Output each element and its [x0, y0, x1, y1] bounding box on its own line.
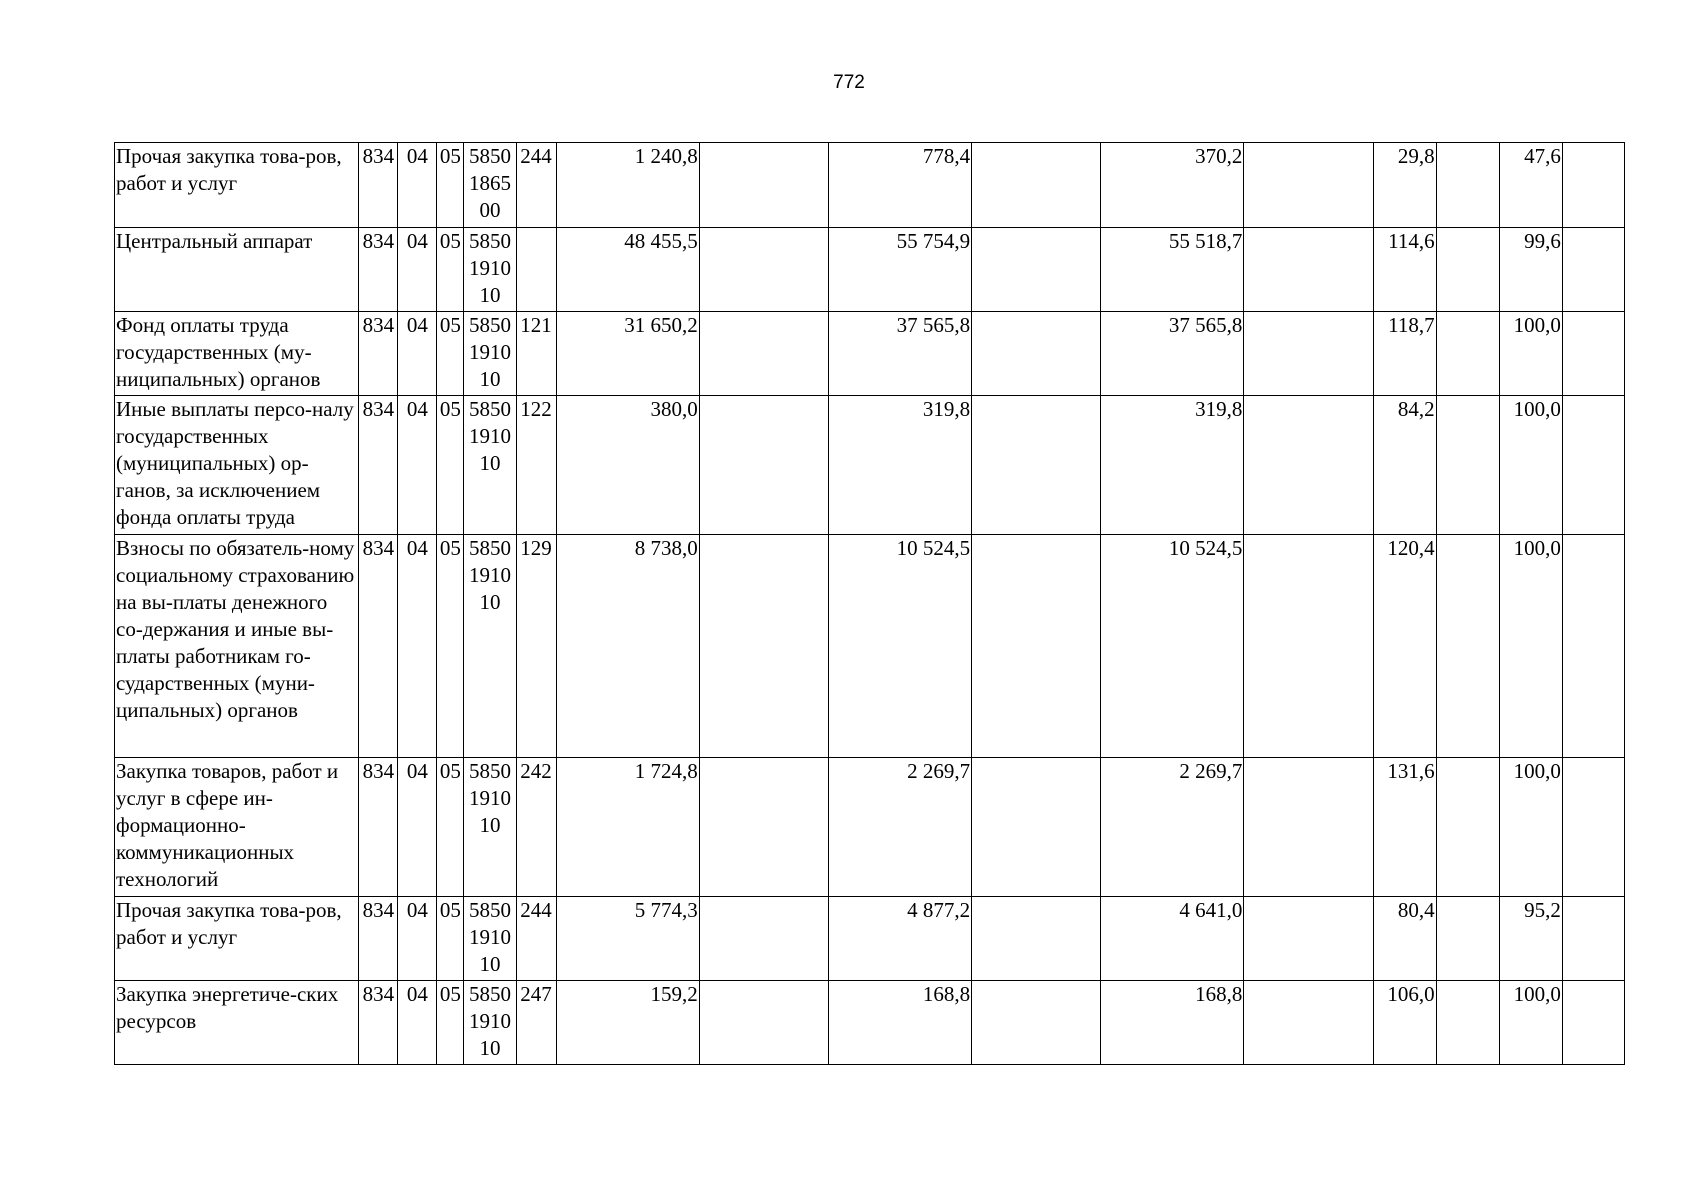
- budget-table: [114, 142, 1625, 1065]
- ministry-code-cell: 834: [359, 396, 398, 535]
- empty-cell: [699, 897, 828, 981]
- empty-cell: [1436, 396, 1499, 535]
- ministry-code-cell: 834: [359, 981, 398, 1065]
- empty-cell: [1244, 535, 1373, 758]
- empty-cell: [699, 228, 828, 312]
- empty-cell: [699, 143, 828, 228]
- percent-cell-1: 114,6: [1373, 228, 1436, 312]
- empty-cell: [972, 758, 1101, 897]
- ministry-code-cell: 834: [359, 535, 398, 758]
- empty-cell: [1244, 228, 1373, 312]
- empty-cell: [1436, 981, 1499, 1065]
- value-cell-1: 1 724,8: [556, 758, 699, 897]
- section-code-cell: 04: [398, 897, 437, 981]
- table-row: [115, 535, 1625, 758]
- empty-cell: [972, 143, 1101, 228]
- empty-cell: [1244, 312, 1373, 396]
- table-row: [115, 228, 1625, 312]
- empty-cell: [972, 981, 1101, 1065]
- empty-cell: [1562, 981, 1624, 1065]
- expense-type-code-cell: 129: [516, 535, 556, 758]
- empty-cell: [972, 228, 1101, 312]
- percent-cell-1: 118,7: [1373, 312, 1436, 396]
- target-article-code-cell: 5850 1910 10: [464, 897, 516, 981]
- target-article-code-cell: 5850 1865 00: [464, 143, 516, 228]
- percent-cell-2: 100,0: [1499, 758, 1562, 897]
- subsection-code-cell: 05: [437, 897, 464, 981]
- expense-name-cell: Фонд оплаты труда государственных (му-ниципальных) органов: [115, 312, 359, 396]
- ministry-code-cell: 834: [359, 312, 398, 396]
- table-row: [115, 143, 1625, 228]
- empty-cell: [1562, 143, 1624, 228]
- value-cell-2: 319,8: [828, 396, 971, 535]
- empty-cell: [1436, 312, 1499, 396]
- subsection-code-cell: 05: [437, 312, 464, 396]
- expense-type-code-cell: 122: [516, 396, 556, 535]
- percent-cell-1: 84,2: [1373, 396, 1436, 535]
- table-row: [115, 396, 1625, 535]
- section-code-cell: 04: [398, 981, 437, 1065]
- percent-cell-1: 80,4: [1373, 897, 1436, 981]
- empty-cell: [699, 981, 828, 1065]
- empty-cell: [1244, 396, 1373, 535]
- value-cell-3: 55 518,7: [1101, 228, 1244, 312]
- empty-cell: [1562, 897, 1624, 981]
- empty-cell: [1244, 758, 1373, 897]
- target-article-code-cell: 5850 1910 10: [464, 535, 516, 758]
- empty-cell: [699, 758, 828, 897]
- value-cell-2: 778,4: [828, 143, 971, 228]
- budget-table-body: [115, 143, 1625, 1065]
- percent-cell-1: 29,8: [1373, 143, 1436, 228]
- empty-cell: [699, 396, 828, 535]
- section-code-cell: 04: [398, 312, 437, 396]
- empty-cell: [1562, 228, 1624, 312]
- value-cell-2: 168,8: [828, 981, 971, 1065]
- value-cell-3: 319,8: [1101, 396, 1244, 535]
- empty-cell: [972, 312, 1101, 396]
- empty-cell: [972, 396, 1101, 535]
- section-code-cell: 04: [398, 535, 437, 758]
- expense-type-code-cell: 121: [516, 312, 556, 396]
- table-row: [115, 758, 1625, 897]
- empty-cell: [1244, 981, 1373, 1065]
- table-row: [115, 981, 1625, 1065]
- percent-cell-2: 100,0: [1499, 981, 1562, 1065]
- expense-name-cell: Закупка энергетиче-ских ресурсов: [115, 981, 359, 1065]
- value-cell-1: 48 455,5: [556, 228, 699, 312]
- empty-cell: [699, 312, 828, 396]
- value-cell-1: 31 650,2: [556, 312, 699, 396]
- expense-name-cell: Центральный аппарат: [115, 228, 359, 312]
- value-cell-1: 8 738,0: [556, 535, 699, 758]
- value-cell-2: 2 269,7: [828, 758, 971, 897]
- ministry-code-cell: 834: [359, 143, 398, 228]
- empty-cell: [972, 535, 1101, 758]
- subsection-code-cell: 05: [437, 758, 464, 897]
- empty-cell: [1436, 143, 1499, 228]
- target-article-code-cell: 5850 1910 10: [464, 758, 516, 897]
- ministry-code-cell: 834: [359, 758, 398, 897]
- table-row: [115, 897, 1625, 981]
- percent-cell-1: 120,4: [1373, 535, 1436, 758]
- expense-name-cell: Прочая закупка това-ров, работ и услуг: [115, 143, 359, 228]
- value-cell-3: 2 269,7: [1101, 758, 1244, 897]
- expense-name-cell: Взносы по обязатель-ному социальному страхованию на вы-платы денежного со-держания и иные вы-платы работникам го-сударственных (муни-ципальных) органов: [115, 535, 359, 758]
- percent-cell-2: 100,0: [1499, 396, 1562, 535]
- percent-cell-2: 100,0: [1499, 312, 1562, 396]
- expense-name-cell: Иные выплаты персо-налу государственных (муниципальных) ор-ганов, за исключением фонда оплаты труда: [115, 396, 359, 535]
- value-cell-1: 5 774,3: [556, 897, 699, 981]
- percent-cell-2: 47,6: [1499, 143, 1562, 228]
- target-article-code-cell: 5850 1910 10: [464, 228, 516, 312]
- value-cell-3: 370,2: [1101, 143, 1244, 228]
- empty-cell: [1244, 143, 1373, 228]
- expense-type-code-cell: 247: [516, 981, 556, 1065]
- empty-cell: [1436, 535, 1499, 758]
- subsection-code-cell: 05: [437, 981, 464, 1065]
- subsection-code-cell: 05: [437, 143, 464, 228]
- percent-cell-1: 106,0: [1373, 981, 1436, 1065]
- value-cell-3: 168,8: [1101, 981, 1244, 1065]
- value-cell-1: 1 240,8: [556, 143, 699, 228]
- percent-cell-2: 100,0: [1499, 535, 1562, 758]
- empty-cell: [699, 535, 828, 758]
- value-cell-1: 159,2: [556, 981, 699, 1065]
- value-cell-2: 10 524,5: [828, 535, 971, 758]
- expense-type-code-cell: 242: [516, 758, 556, 897]
- percent-cell-1: 131,6: [1373, 758, 1436, 897]
- empty-cell: [1562, 535, 1624, 758]
- empty-cell: [1562, 312, 1624, 396]
- section-code-cell: 04: [398, 396, 437, 535]
- ministry-code-cell: 834: [359, 228, 398, 312]
- section-code-cell: 04: [398, 228, 437, 312]
- empty-cell: [1436, 228, 1499, 312]
- subsection-code-cell: 05: [437, 396, 464, 535]
- value-cell-2: 37 565,8: [828, 312, 971, 396]
- value-cell-3: 37 565,8: [1101, 312, 1244, 396]
- page-number: 772: [833, 72, 865, 93]
- expense-type-code-cell: 244: [516, 897, 556, 981]
- expense-name-cell: Закупка товаров, работ и услуг в сфере ин-формационно-коммуникационных технологий: [115, 758, 359, 897]
- empty-cell: [1244, 897, 1373, 981]
- value-cell-2: 4 877,2: [828, 897, 971, 981]
- value-cell-2: 55 754,9: [828, 228, 971, 312]
- ministry-code-cell: 834: [359, 897, 398, 981]
- percent-cell-2: 99,6: [1499, 228, 1562, 312]
- value-cell-3: 4 641,0: [1101, 897, 1244, 981]
- empty-cell: [1436, 758, 1499, 897]
- subsection-code-cell: 05: [437, 535, 464, 758]
- table-row: [115, 312, 1625, 396]
- expense-name-cell: Прочая закупка това-ров, работ и услуг: [115, 897, 359, 981]
- empty-cell: [1562, 758, 1624, 897]
- subsection-code-cell: 05: [437, 228, 464, 312]
- empty-cell: [972, 897, 1101, 981]
- target-article-code-cell: 5850 1910 10: [464, 396, 516, 535]
- expense-type-code-cell: [516, 228, 556, 312]
- section-code-cell: 04: [398, 143, 437, 228]
- section-code-cell: 04: [398, 758, 437, 897]
- value-cell-1: 380,0: [556, 396, 699, 535]
- empty-cell: [1436, 897, 1499, 981]
- target-article-code-cell: 5850 1910 10: [464, 981, 516, 1065]
- empty-cell: [1562, 396, 1624, 535]
- percent-cell-2: 95,2: [1499, 897, 1562, 981]
- expense-type-code-cell: 244: [516, 143, 556, 228]
- target-article-code-cell: 5850 1910 10: [464, 312, 516, 396]
- value-cell-3: 10 524,5: [1101, 535, 1244, 758]
